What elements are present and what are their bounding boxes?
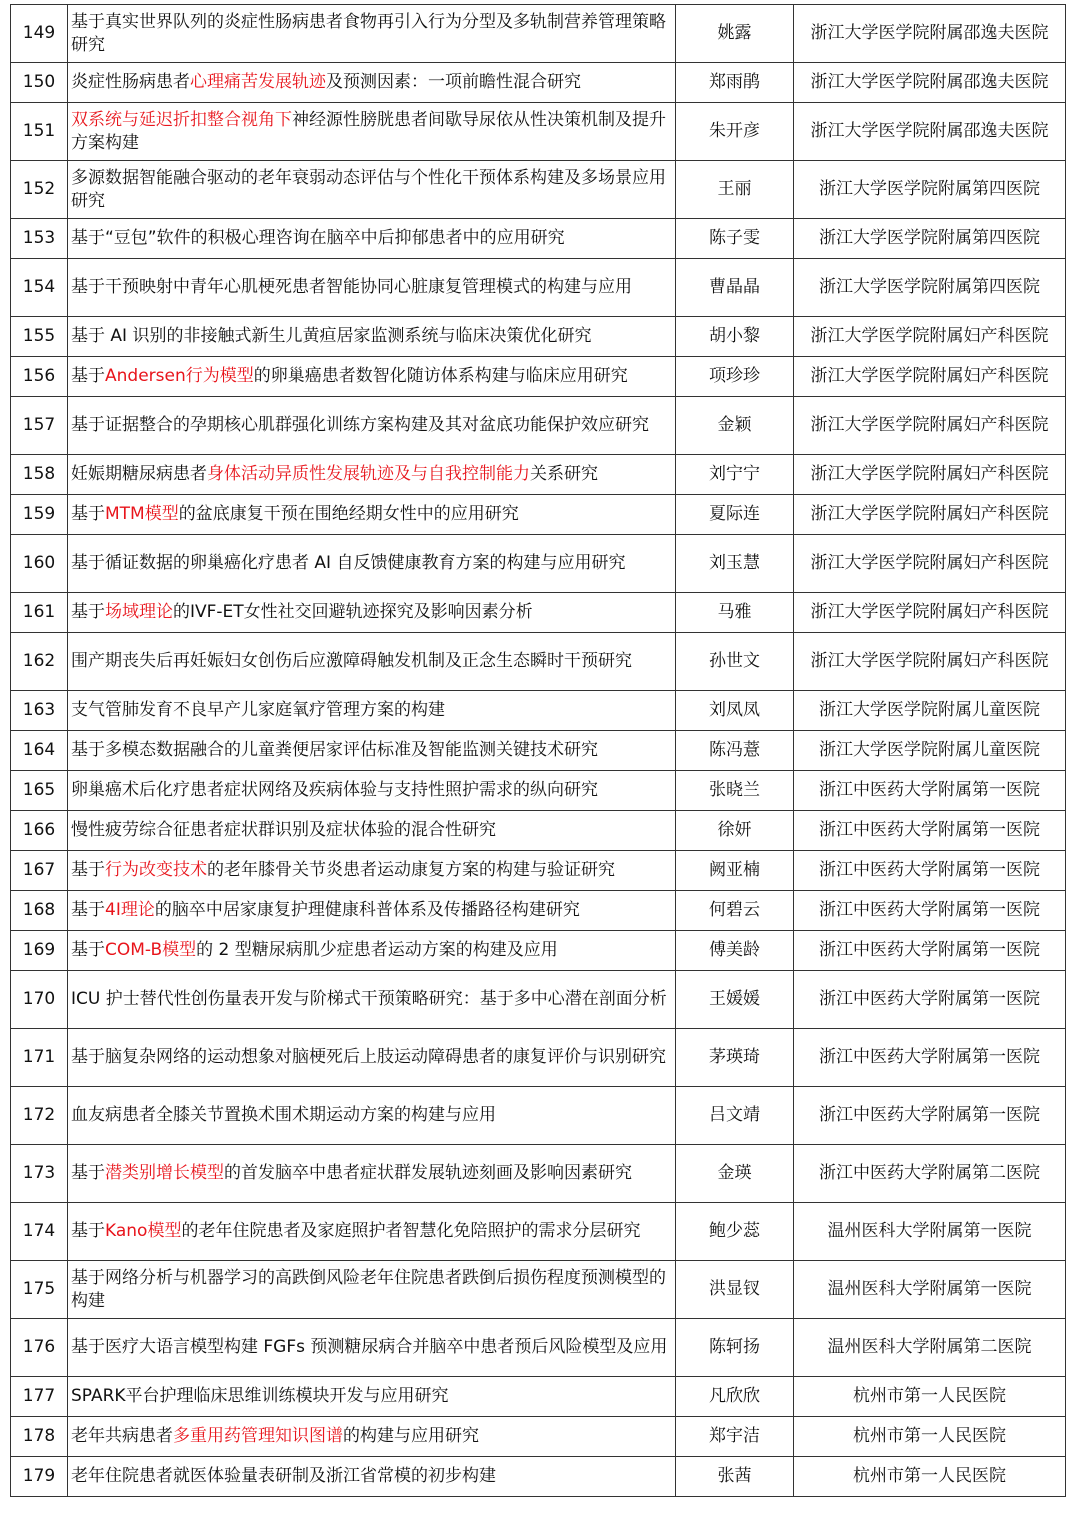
table-row xyxy=(11,1377,1066,1417)
applicant-name: 金瑛 xyxy=(676,1145,794,1203)
table-row xyxy=(11,811,1066,851)
title-segment: 基于 AI 识别的非接触式新生儿黄疸居家监测系统与临床决策优化研究 xyxy=(71,326,592,346)
table-row xyxy=(11,455,1066,495)
hospital-name: 浙江大学医学院附属妇产科医院 xyxy=(794,397,1066,455)
table-row xyxy=(11,357,1066,397)
row-number: 157 xyxy=(11,397,68,455)
highlighted-title-segment: 心理痛苦发展轨迹 xyxy=(190,72,326,92)
row-number: 178 xyxy=(11,1417,68,1457)
hospital-name: 温州医科大学附属第一医院 xyxy=(794,1203,1066,1261)
row-number: 169 xyxy=(11,931,68,971)
row-number: 171 xyxy=(11,1029,68,1087)
table-row xyxy=(11,1319,1066,1377)
applicant-name: 刘宁宁 xyxy=(676,455,794,495)
title-segment: 血友病患者全膝关节置换术围术期运动方案的构建与应用 xyxy=(71,1105,496,1125)
applicant-name: 陈轲扬 xyxy=(676,1319,794,1377)
project-title xyxy=(68,851,676,891)
row-number: 150 xyxy=(11,63,68,103)
title-segment: 妊娠期糖尿病患者 xyxy=(71,464,207,484)
project-title xyxy=(68,931,676,971)
title-segment: 关系研究 xyxy=(530,464,598,484)
row-number: 149 xyxy=(11,5,68,63)
project-title xyxy=(68,811,676,851)
applicant-name: 陈子雯 xyxy=(676,219,794,259)
title-segment: 基于 xyxy=(71,504,105,524)
title-segment: 基于多模态数据融合的儿童粪便居家评估标准及智能监测关键技术研究 xyxy=(71,740,598,760)
table-row xyxy=(11,1087,1066,1145)
title-segment: 基于 xyxy=(71,860,105,880)
hospital-name: 浙江大学医学院附属妇产科医院 xyxy=(794,535,1066,593)
project-title xyxy=(68,1457,676,1497)
table-row xyxy=(11,1261,1066,1319)
project-title xyxy=(68,455,676,495)
title-segment: 慢性疲劳综合征患者症状群识别及症状体验的混合性研究 xyxy=(71,820,496,840)
project-title xyxy=(68,397,676,455)
title-segment: 基于 xyxy=(71,1163,105,1183)
applicant-name: 傅美龄 xyxy=(676,931,794,971)
applicant-name: 夏际连 xyxy=(676,495,794,535)
title-segment: SPARK平台护理临床思维训练模块开发与应用研究 xyxy=(71,1386,449,1406)
title-segment: 基于 xyxy=(71,1221,105,1241)
title-segment: 的构建与应用研究 xyxy=(343,1426,479,1446)
row-number: 174 xyxy=(11,1203,68,1261)
title-segment: 的卵巢癌患者数智化随访体系构建与临床应用研究 xyxy=(253,366,628,386)
applicant-name: 金颖 xyxy=(676,397,794,455)
highlighted-title-segment: 双系统与延迟折扣整合视角下 xyxy=(71,109,292,130)
title-segment: 基于 xyxy=(71,602,105,622)
table-row xyxy=(11,219,1066,259)
highlighted-title-segment: 身体活动异质性发展轨迹及与自我控制能力 xyxy=(207,464,530,484)
project-title xyxy=(68,1377,676,1417)
title-segment: ICU 护士替代性创伤量表开发与阶梯式干预策略研究：基于多中心潜在剖面分析 xyxy=(71,989,667,1009)
project-title xyxy=(68,161,676,219)
table-row xyxy=(11,1203,1066,1261)
table-body xyxy=(11,5,1066,1497)
hospital-name: 杭州市第一人民医院 xyxy=(794,1377,1066,1417)
applicant-name: 姚露 xyxy=(676,5,794,63)
highlighted-title-segment: Andersen行为模型 xyxy=(105,366,254,386)
table-row xyxy=(11,1145,1066,1203)
applicant-name: 鲍少蕊 xyxy=(676,1203,794,1261)
row-number: 175 xyxy=(11,1261,68,1319)
table-row xyxy=(11,771,1066,811)
title-segment: 老年住院患者就医体验量表研制及浙江省常模的初步构建 xyxy=(71,1466,496,1486)
project-title xyxy=(68,5,676,63)
applicant-name: 陈冯薏 xyxy=(676,731,794,771)
title-segment: 围产期丧失后再妊娠妇女创伤后应激障碍触发机制及正念生态瞬时干预研究 xyxy=(71,651,632,671)
row-number: 158 xyxy=(11,455,68,495)
applicant-name: 吕文靖 xyxy=(676,1087,794,1145)
project-title xyxy=(68,891,676,931)
applicant-name: 项珍珍 xyxy=(676,357,794,397)
hospital-name: 浙江大学医学院附属儿童医院 xyxy=(794,691,1066,731)
project-title xyxy=(68,317,676,357)
row-number: 170 xyxy=(11,971,68,1029)
row-number: 176 xyxy=(11,1319,68,1377)
applicant-name: 洪显钗 xyxy=(676,1261,794,1319)
hospital-name: 浙江中医药大学附属第一医院 xyxy=(794,1087,1066,1145)
hospital-name: 浙江大学医学院附属儿童医院 xyxy=(794,731,1066,771)
title-segment: 老年共病患者 xyxy=(71,1426,173,1446)
applicant-name: 茅瑛琦 xyxy=(676,1029,794,1087)
applicant-name: 曹晶晶 xyxy=(676,259,794,317)
title-segment: 基于干预映射中青年心肌梗死患者智能协同心脏康复管理模式的构建与应用 xyxy=(71,277,632,297)
table-row xyxy=(11,495,1066,535)
title-segment: 的脑卒中居家康复护理健康科普体系及传播路径构建研究 xyxy=(154,900,580,920)
title-segment: 基于脑复杂网络的运动想象对脑梗死后上肢运动障碍患者的康复评价与识别研究 xyxy=(71,1047,666,1067)
title-segment: 的 2 型糖尿病肌少症患者运动方案的构建及应用 xyxy=(196,940,558,960)
hospital-name: 浙江中医药大学附属第一医院 xyxy=(794,851,1066,891)
hospital-name: 浙江中医药大学附属第一医院 xyxy=(794,771,1066,811)
row-number: 153 xyxy=(11,219,68,259)
applicant-name: 王丽 xyxy=(676,161,794,219)
project-title xyxy=(68,259,676,317)
row-number: 172 xyxy=(11,1087,68,1145)
hospital-name: 杭州市第一人民医院 xyxy=(794,1417,1066,1457)
table-row xyxy=(11,851,1066,891)
title-segment: 炎症性肠病患者 xyxy=(71,72,190,92)
highlighted-title-segment: 行为改变技术 xyxy=(105,860,207,880)
hospital-name: 浙江中医药大学附属第一医院 xyxy=(794,811,1066,851)
row-number: 162 xyxy=(11,633,68,691)
project-title xyxy=(68,691,676,731)
table-row xyxy=(11,397,1066,455)
applicant-name: 郑雨鹃 xyxy=(676,63,794,103)
hospital-name: 温州医科大学附属第一医院 xyxy=(794,1261,1066,1319)
table-row xyxy=(11,1457,1066,1497)
table-row xyxy=(11,731,1066,771)
applicant-name: 王媛媛 xyxy=(676,971,794,1029)
title-segment: 的盆底康复干预在围绝经期女性中的应用研究 xyxy=(178,504,519,524)
project-title xyxy=(68,1087,676,1145)
hospital-name: 浙江大学医学院附属邵逸夫医院 xyxy=(794,5,1066,63)
project-title xyxy=(68,1203,676,1261)
applicant-name: 凡欣欣 xyxy=(676,1377,794,1417)
project-title xyxy=(68,495,676,535)
project-title xyxy=(68,219,676,259)
applicant-name: 阙亚楠 xyxy=(676,851,794,891)
highlighted-title-segment: 多重用药管理知识图谱 xyxy=(173,1426,343,1446)
project-title xyxy=(68,63,676,103)
applicant-name: 徐妍 xyxy=(676,811,794,851)
row-number: 179 xyxy=(11,1457,68,1497)
hospital-name: 浙江大学医学院附属妇产科医院 xyxy=(794,455,1066,495)
hospital-name: 温州医科大学附属第二医院 xyxy=(794,1319,1066,1377)
title-segment: 基于网络分析与机器学习的高跌倒风险老年住院患者跌倒后损伤程度预测模型的构建 xyxy=(71,1267,666,1311)
title-segment: 的老年住院患者及家庭照护者智慧化免陪照护的需求分层研究 xyxy=(181,1221,641,1241)
applicant-name: 马雅 xyxy=(676,593,794,633)
row-number: 159 xyxy=(11,495,68,535)
row-number: 161 xyxy=(11,593,68,633)
title-segment: 支气管肺发育不良早产儿家庭氧疗管理方案的构建 xyxy=(71,700,445,720)
hospital-name: 浙江大学医学院附属妇产科医院 xyxy=(794,633,1066,691)
hospital-name: 浙江大学医学院附属第四医院 xyxy=(794,161,1066,219)
table-row xyxy=(11,633,1066,691)
title-segment: 的首发脑卒中患者症状群发展轨迹刻画及影响因素研究 xyxy=(224,1163,632,1183)
project-title xyxy=(68,633,676,691)
title-segment: 基于真实世界队列的炎症性肠病患者食物再引入行为分型及多轨制营养管理策略研究 xyxy=(71,11,666,55)
highlighted-title-segment: COM-B模型 xyxy=(105,940,197,960)
row-number: 164 xyxy=(11,731,68,771)
highlighted-title-segment: 场域理论 xyxy=(105,602,173,622)
title-segment: 基于 xyxy=(71,900,105,920)
title-segment: 基于“豆包”软件的积极心理咨询在脑卒中后抑郁患者中的应用研究 xyxy=(71,228,565,248)
row-number: 177 xyxy=(11,1377,68,1417)
title-segment: 基于 xyxy=(71,940,105,960)
title-segment: 多源数据智能融合驱动的老年衰弱动态评估与个性化干预体系构建及多场景应用研究 xyxy=(71,167,666,211)
hospital-name: 浙江大学医学院附属妇产科医院 xyxy=(794,495,1066,535)
table-row xyxy=(11,103,1066,161)
hospital-name: 浙江大学医学院附属妇产科医院 xyxy=(794,357,1066,397)
highlighted-title-segment: Kano模型 xyxy=(105,1221,182,1241)
project-title xyxy=(68,103,676,161)
applicant-name: 张茜 xyxy=(676,1457,794,1497)
row-number: 160 xyxy=(11,535,68,593)
project-title xyxy=(68,357,676,397)
row-number: 151 xyxy=(11,103,68,161)
table-row xyxy=(11,161,1066,219)
project-title xyxy=(68,1029,676,1087)
project-title xyxy=(68,731,676,771)
hospital-name: 浙江中医药大学附属第二医院 xyxy=(794,1145,1066,1203)
applicant-name: 胡小黎 xyxy=(676,317,794,357)
hospital-name: 杭州市第一人民医院 xyxy=(794,1457,1066,1497)
hospital-name: 浙江中医药大学附属第一医院 xyxy=(794,971,1066,1029)
row-number: 152 xyxy=(11,161,68,219)
row-number: 156 xyxy=(11,357,68,397)
row-number: 167 xyxy=(11,851,68,891)
applicant-name: 刘玉慧 xyxy=(676,535,794,593)
project-title xyxy=(68,593,676,633)
table-row xyxy=(11,1029,1066,1087)
row-number: 155 xyxy=(11,317,68,357)
hospital-name: 浙江大学医学院附属妇产科医院 xyxy=(794,593,1066,633)
row-number: 173 xyxy=(11,1145,68,1203)
project-title xyxy=(68,535,676,593)
table-row xyxy=(11,691,1066,731)
highlighted-title-segment: MTM模型 xyxy=(105,504,179,524)
hospital-name: 浙江大学医学院附属第四医院 xyxy=(794,259,1066,317)
row-number: 163 xyxy=(11,691,68,731)
table-row xyxy=(11,971,1066,1029)
row-number: 166 xyxy=(11,811,68,851)
table-row xyxy=(11,535,1066,593)
row-number: 168 xyxy=(11,891,68,931)
title-segment: 神经源性膀胱患者间歇导尿依从性决策机制及提升方案构建 xyxy=(71,109,666,153)
hospital-name: 浙江大学医学院附属邵逸夫医院 xyxy=(794,103,1066,161)
highlighted-title-segment: 4I理论 xyxy=(105,900,155,920)
project-title xyxy=(68,771,676,811)
table-row xyxy=(11,5,1066,63)
hospital-name: 浙江大学医学院附属第四医院 xyxy=(794,219,1066,259)
project-title xyxy=(68,1417,676,1457)
table-row xyxy=(11,259,1066,317)
applicant-name: 何碧云 xyxy=(676,891,794,931)
applicant-name: 刘凤凤 xyxy=(676,691,794,731)
table-row xyxy=(11,931,1066,971)
title-segment: 基于 xyxy=(71,366,105,386)
table-row xyxy=(11,891,1066,931)
hospital-name: 浙江大学医学院附属邵逸夫医院 xyxy=(794,63,1066,103)
highlighted-title-segment: 潜类别增长模型 xyxy=(105,1163,224,1183)
title-segment: 基于医疗大语言模型构建 FGFs 预测糖尿病合并脑卒中患者预后风险模型及应用 xyxy=(71,1337,668,1357)
table-row xyxy=(11,1417,1066,1457)
hospital-name: 浙江中医药大学附属第一医院 xyxy=(794,931,1066,971)
title-segment: 卵巢癌术后化疗患者症状网络及疾病体验与支持性照护需求的纵向研究 xyxy=(71,780,598,800)
project-list-table xyxy=(10,4,1066,1497)
row-number: 165 xyxy=(11,771,68,811)
table-row xyxy=(11,63,1066,103)
applicant-name: 张晓兰 xyxy=(676,771,794,811)
title-segment: 基于循证数据的卵巢癌化疗患者 AI 自反馈健康教育方案的构建与应用研究 xyxy=(71,553,626,573)
title-segment: 的IVF-ET女性社交回避轨迹探究及影响因素分析 xyxy=(173,602,533,622)
table-row xyxy=(11,593,1066,633)
applicant-name: 郑宇洁 xyxy=(676,1417,794,1457)
hospital-name: 浙江大学医学院附属妇产科医院 xyxy=(794,317,1066,357)
title-segment: 基于证据整合的孕期核心肌群强化训练方案构建及其对盆底功能保护效应研究 xyxy=(71,415,649,435)
hospital-name: 浙江中医药大学附属第一医院 xyxy=(794,1029,1066,1087)
project-title xyxy=(68,971,676,1029)
applicant-name: 朱开彦 xyxy=(676,103,794,161)
title-segment: 及预测因素：一项前瞻性混合研究 xyxy=(326,72,581,92)
project-title xyxy=(68,1319,676,1377)
hospital-name: 浙江中医药大学附属第一医院 xyxy=(794,891,1066,931)
project-title xyxy=(68,1145,676,1203)
row-number: 154 xyxy=(11,259,68,317)
table-row xyxy=(11,317,1066,357)
applicant-name: 孙世文 xyxy=(676,633,794,691)
title-segment: 的老年膝骨关节炎患者运动康复方案的构建与验证研究 xyxy=(207,860,615,880)
project-title xyxy=(68,1261,676,1319)
